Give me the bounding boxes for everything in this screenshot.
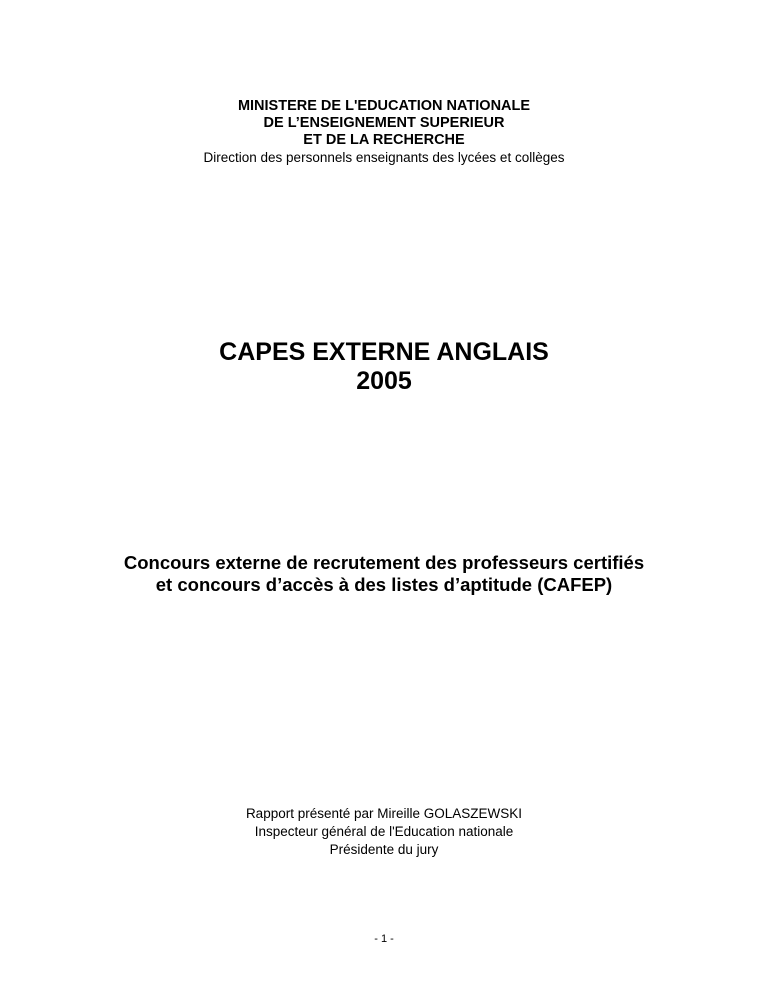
report-author-role: Inspecteur général de l'Education nationale	[254, 824, 514, 839]
competition-subtitle	[0, 552, 768, 596]
document-title	[0, 338, 768, 396]
report-author: Rapport présenté par Mireille GOLASZEWSKI	[245, 806, 523, 821]
report-credits	[0, 805, 768, 859]
title-line-1: CAPES EXTERNE ANGLAIS	[219, 338, 549, 366]
ministry-name-line-3: ET DE LA RECHERCHE	[303, 132, 465, 148]
report-jury-role: Présidente du jury	[329, 842, 439, 857]
subtitle-line-2: et concours d’accès à des listes d’aptitude (CAFEP)	[155, 574, 613, 595]
subtitle-line-1: Concours externe de recrutement des professeurs certifiés	[123, 552, 645, 573]
page-number: - 1 -	[374, 933, 394, 945]
ministry-header	[0, 98, 768, 166]
direction-subtitle: Direction des personnels enseignants des lycées et collèges	[203, 150, 565, 165]
ministry-name-line-1: MINISTERE DE L'EDUCATION NATIONALE	[237, 98, 531, 114]
ministry-name-line-2: DE L’ENSEIGNEMENT SUPERIEUR	[263, 115, 505, 131]
title-year: 2005	[356, 367, 412, 395]
